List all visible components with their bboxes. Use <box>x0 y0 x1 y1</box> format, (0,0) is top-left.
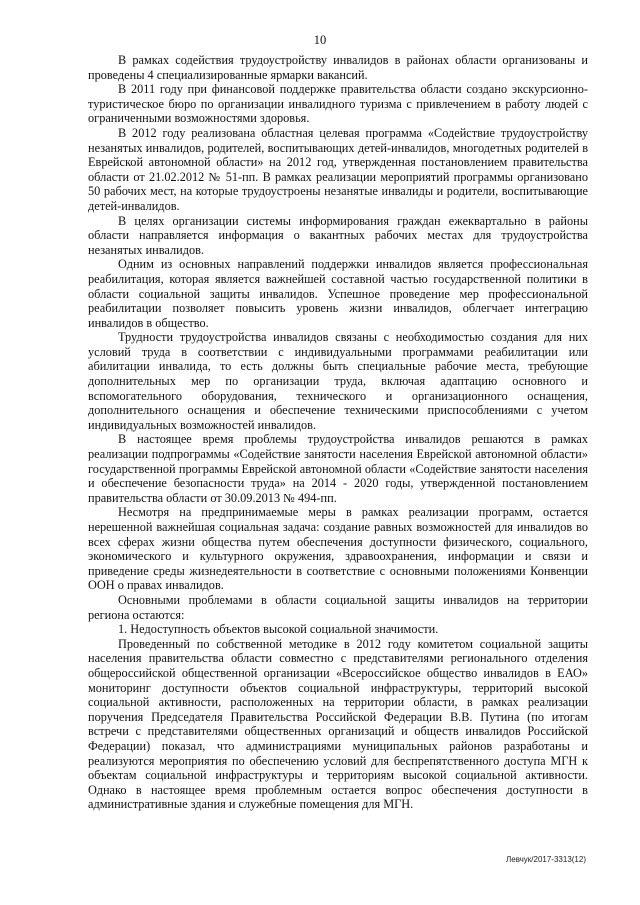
list-item: 1. Недоступность объектов высокой социальной значимости. <box>118 622 439 637</box>
paragraph: Несмотря на предпринимаемые меры в рамках реализации программ, остается нерешенной важнейшая социальная задача: создание равных возможностей для инвалидов во всех сферах жизни общества путем обеспечения доступности физического, социального, экономического и культурного окружения, здравоохранения, информации и связи и приведение среды жизнедеятельности в соответствие с основными положениями Конвенции ООН о правах инвалидов. <box>88 505 588 593</box>
paragraph: Основными проблемами в области социальной защиты инвалидов на территории региона остаются: <box>88 592 588 622</box>
document-body <box>88 53 588 812</box>
paragraph: В 2011 году при финансовой поддержке правительства области создано экскурсионно-туристическое бюро по организации инвалидного туризма с привлечением в работу людей с ограниченными возможностями здоровья. <box>88 82 588 126</box>
paragraph: В рамках содействия трудоустройству инвалидов в районах области организованы и проведены 4 специализированные ярмарки вакансий. <box>88 53 588 82</box>
paragraph: Трудности трудоустройства инвалидов связаны с необходимостью создания для них условий труда в соответствии с индивидуальными программами реабилитации или абилитации инвалида, то есть должны быть специальные рабочие места, требующие дополнительных мер по организации труда, включая адаптацию основного и вспомогательного оборудования, технического и организационного оснащения, дополнительного оснащения и обеспечение техническими приспособлениями с учетом индивидуальных возможностей инвалидов. <box>88 330 588 432</box>
paragraph: Одним из основных направлений поддержки инвалидов является профессиональная реабилитация, которая является важнейшей составной частью государственной политики в области социальной защиты инвалидов. Успешное проведение мер профессиональной реабилитации позволяет повысить уровень жизни инвалидов, облегчает интеграцию инвалидов в общество. <box>88 257 588 330</box>
paragraph: В 2012 году реализована областная целевая программа «Содействие трудоустройству незанятых инвалидов, родителей, воспитывающих детей-инвалидов, многодетных родителей в Еврейской автономной области» на 2012 год, утвержденная постановлением правительства области от 21.02.2012 № 51-пп. В рамках реализации мероприятий программы организовано 50 рабочих мест, на которые трудоустроены незанятые инвалиды и родители, воспитывающие детей-инвалидов. <box>88 125 588 213</box>
paragraph: В целях организации системы информирования граждан ежеквартально в районы области направляется информация о вакантных рабочих местах для трудоустройства незанятых инвалидов. <box>88 213 588 257</box>
footer-document-code: Левчук/2017-3313(12) <box>506 855 586 864</box>
paragraph: В настоящее время проблемы трудоустройства инвалидов решаются в рамках реализации подпрограммы «Содействие занятости населения Еврейской автономной области» государственной программы Еврейской автономной области «Содействие занятости населения и обеспечение безопасности труда» на 2014 - 2020 годы, утвержденной постановлением правительства области от 30.09.2013 № 494-пп. <box>88 432 588 505</box>
page-number: 10 <box>313 33 327 47</box>
paragraph: Проведенный по собственной методике в 2012 году комитетом социальной защиты населения правительства области совместно с представителями регионального отделения общероссийской общественной организации «Всероссийское общество инвалидов в ЕАО» мониторинг доступности объектов социальной инфраструктуры, территорий высокой социальной активности, расположенных на территории области, в рамках реализации поручения Председателя Правительства Российской Федерации В.В. Путина (по итогам встречи с представителями общественных организаций и обществ инвалидов Российской Федерации) показал, что администрациями муниципальных районов разработаны и реализуются мероприятия по обеспечению условий для беспрепятственного доступа МГН к объектам социальной инфраструктуры и территориям высокой социальной активности. Однако в настоящее время проблемным остается вопрос обеспечения доступности в административные здания и служебные помещения для МГН. <box>88 636 588 812</box>
